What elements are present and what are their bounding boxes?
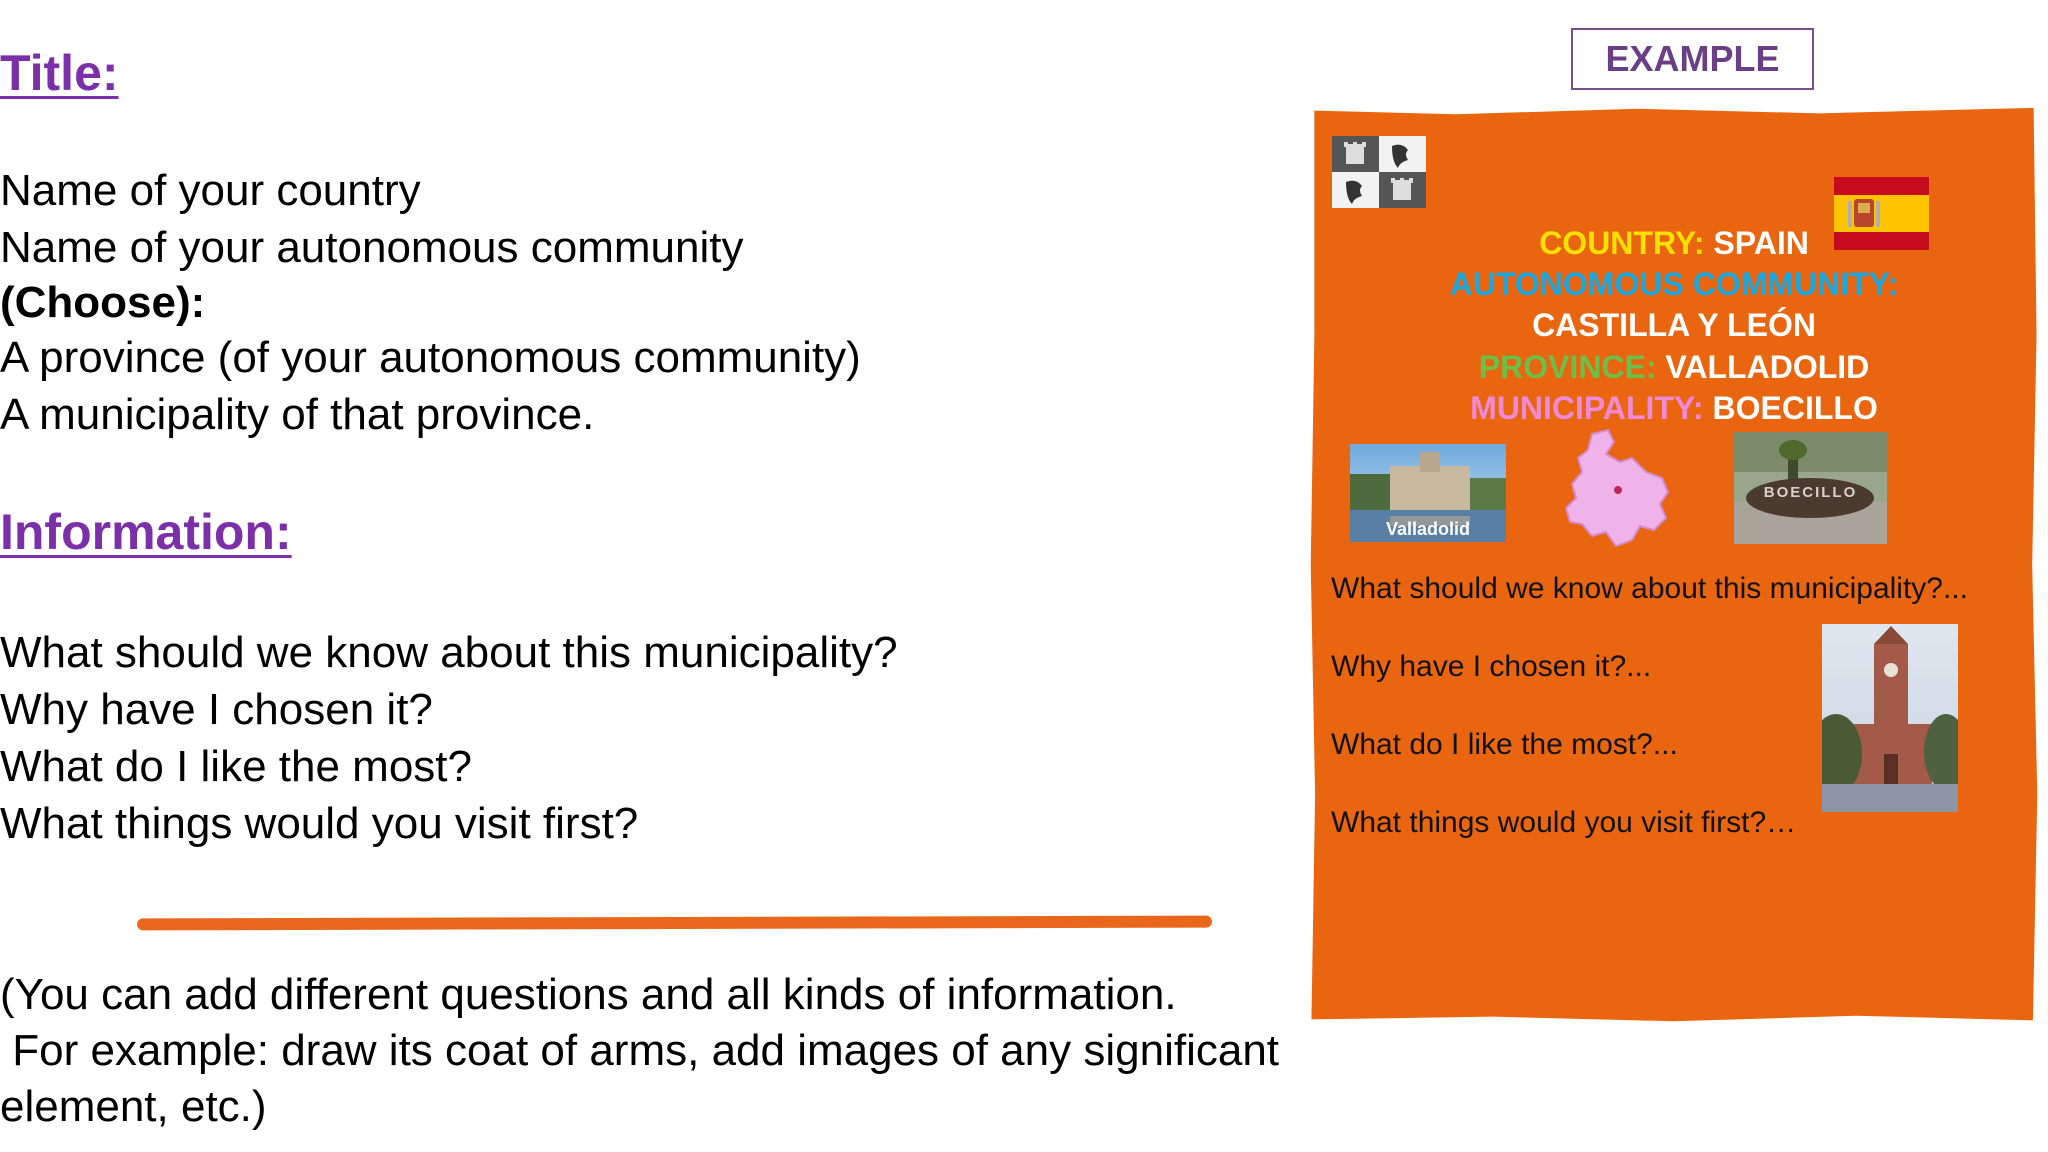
province-map-icon	[1562, 428, 1674, 550]
municipality-value: BOECILLO	[1712, 390, 1878, 426]
title-heading: Title:	[0, 45, 119, 101]
orange-divider	[137, 916, 1212, 931]
country-value: SPAIN	[1713, 225, 1809, 261]
poster-municipality-line	[1310, 390, 2038, 427]
title-line-country: Name of your country	[0, 166, 421, 215]
boecillo-sign-photo	[1734, 432, 1887, 544]
title-line-province: A province (of your autonomous community)	[0, 333, 861, 382]
community-value: CASTILLA Y LEÓN	[1532, 307, 1816, 343]
country-label: COUNTRY:	[1539, 225, 1705, 261]
title-line-municipality: A municipality of that province.	[0, 390, 595, 439]
valladolid-photo	[1350, 444, 1506, 542]
note-line-1: (You can add different questions and all kinds of information.	[0, 970, 1177, 1019]
note-line-2: For example: draw its coat of arms, add images of any significant	[0, 1026, 1280, 1075]
coat-of-arms-icon	[1332, 136, 1426, 208]
province-value: VALLADOLID	[1665, 349, 1870, 385]
valladolid-caption: Valladolid	[1385, 519, 1471, 539]
poster-province-line	[1310, 349, 2038, 386]
note-line-3: element, etc.)	[0, 1082, 267, 1131]
province-label: PROVINCE:	[1478, 349, 1657, 385]
poster-question-like: What do I like the most?...	[1331, 728, 1678, 761]
boecillo-sign-text: BOECILLO	[1763, 484, 1858, 501]
example-label: EXAMPLE	[1571, 28, 1814, 90]
title-line-choose: (Choose):	[0, 278, 206, 327]
municipality-label: MUNICIPALITY:	[1470, 390, 1704, 426]
poster-question-know: What should we know about this municipality?...	[1331, 572, 1968, 605]
info-line-know: What should we know about this municipality?	[0, 628, 898, 677]
info-line-like: What do I like the most?	[0, 742, 472, 791]
info-line-visit: What things would you visit first?	[0, 799, 639, 848]
poster-country-line	[1310, 225, 2038, 262]
church-photo	[1822, 624, 1958, 812]
poster-question-visit: What things would you visit first?…	[1331, 806, 1797, 839]
information-heading: Information:	[0, 504, 292, 560]
info-line-why: Why have I chosen it?	[0, 685, 433, 734]
title-line-community: Name of your autonomous community	[0, 223, 744, 272]
poster-question-why: Why have I chosen it?...	[1331, 650, 1652, 683]
community-label: AUTONOMOUS COMMUNITY:	[1449, 266, 1899, 302]
